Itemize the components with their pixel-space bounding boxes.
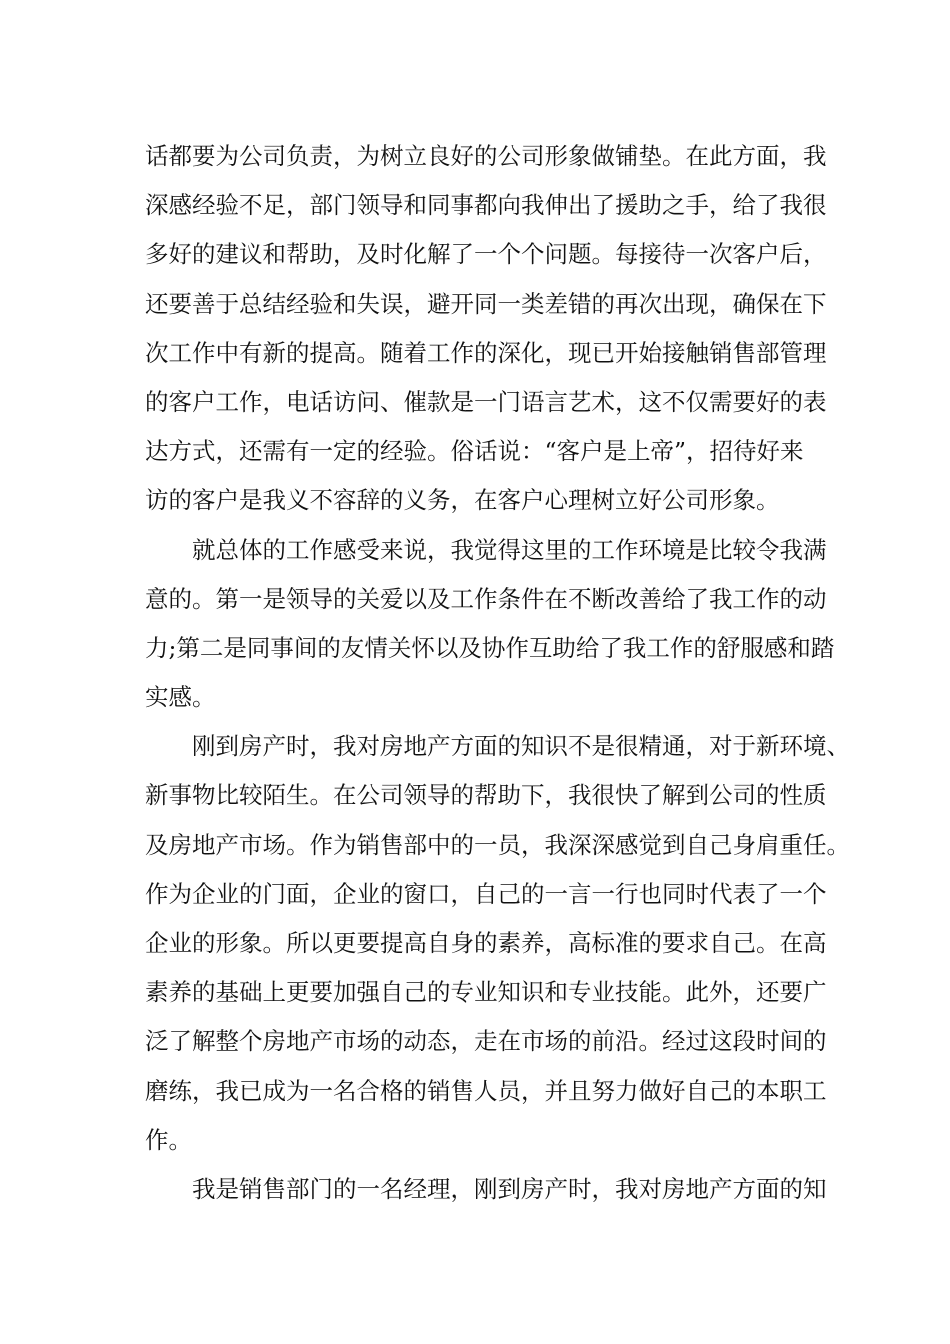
text-line: 多好的建议和帮助，及时化解了一个个问题。每接待一次客户后，	[145, 240, 827, 269]
paragraph-first-line: 刚到房产时，我对房地产方面的知识不是很精通，对于新环境、	[192, 732, 850, 761]
text-line: 磨练，我已成为一名合格的销售人员，并且努力做好自己的本职工	[145, 1076, 827, 1105]
text-line: 泛了解整个房地产市场的动态，走在市场的前沿。经过这段时间的	[145, 1027, 827, 1056]
text-line: 访的客户是我义不容辞的义务，在客户心理树立好公司形象。	[145, 486, 780, 515]
text-line: 力;第二是同事间的友情关怀以及协作互助给了我工作的舒服感和踏	[145, 633, 835, 662]
paragraph-first-line: 我是销售部门的一名经理，刚到房产时，我对房地产方面的知	[192, 1174, 827, 1203]
text-line: 还要善于总结经验和失误，避开同一类差错的再次出现，确保在下	[145, 289, 827, 318]
text-line: 作。	[145, 1125, 192, 1154]
text-line: 达方式，还需有一定的经验。俗话说：“客户是上帝”，招待好来	[145, 437, 804, 466]
text-line: 企业的形象。所以更要提高自身的素养，高标准的要求自己。在高	[145, 929, 827, 957]
text-line: 深感经验不足，部门领导和同事都向我伸出了援助之手，给了我很	[145, 191, 827, 220]
text-line: 意的。第一是领导的关爱以及工作条件在不断改善给了我工作的动	[145, 584, 827, 613]
text-line: 的客户工作，电话访问、催款是一门语言艺术，这不仅需要好的表	[145, 387, 827, 416]
text-line: 次工作中有新的提高。随着工作的深化，现已开始接触销售部管理	[145, 338, 827, 367]
text-line: 新事物比较陌生。在公司领导的帮助下，我很快了解到公司的性质	[145, 781, 827, 810]
text-line: 素养的基础上更要加强自己的专业知识和专业技能。此外，还要广	[145, 978, 827, 1007]
text-line: 作为企业的门面，企业的窗口，自己的一言一行也同时代表了一个	[145, 879, 827, 908]
paragraph-first-line: 就总体的工作感受来说，我觉得这里的工作环境是比较令我满	[192, 535, 827, 564]
text-line: 话都要为公司负责，为树立良好的公司形象做铺垫。在此方面，我	[145, 142, 827, 170]
body-text	[145, 132, 850, 1214]
text-line: 及房地产市场。作为销售部中的一员，我深深感觉到自己身肩重任。	[145, 830, 850, 859]
text-line: 实感。	[145, 683, 216, 712]
